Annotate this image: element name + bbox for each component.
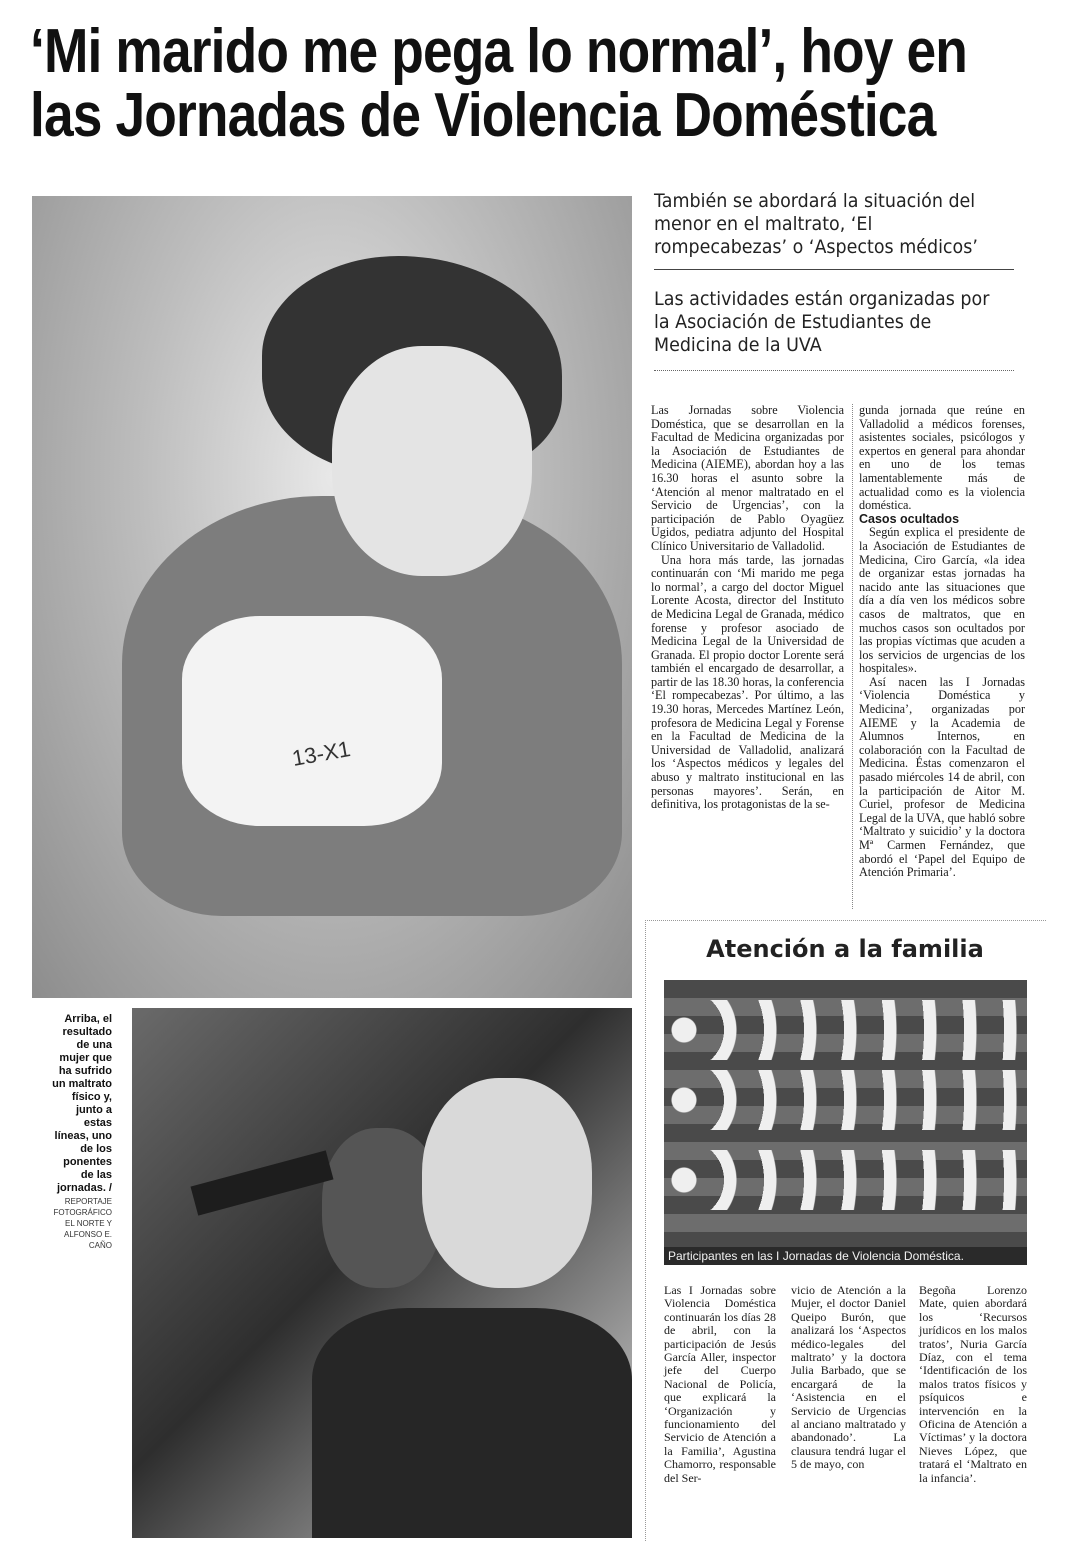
headline-line-1: ‘Mi marido me pega lo normal’, hoy en	[30, 17, 968, 86]
microphone-shape	[191, 1150, 334, 1215]
photo-face-shape	[332, 346, 532, 576]
article-paragraph: Una hora más tarde, las jornadas continuarán con ‘Mi marido me pega lo normal’, a cargo del doctor Miguel Lorente Acosta, director del Instituto de Medicina Legal de Granada, médico forense y profesor asociado de Medicina Legal de la Universidad de Granada. El propio doctor Lorente será también el encargado de desarrollar, a partir de las 18.30 horas, la conferencia ‘El rompecabezas’. Por último, a las 19.30 horas, Mercedes Martínez León, profesora de Medicina Legal y Forense en la Facultad de Medicina de la Universidad de Valladolid, analizará los ‘Aspectos médicos y legales del abuso y maltrato institucional en las personas mayores’. Serán, en definitiva, los protagonistas de la se-	[651, 552, 844, 812]
photo-credit: REPORTAJE FOTOGRÁFICO EL NORTE Y ALFONSO E. CAÑO	[53, 1197, 112, 1250]
photo-injured-woman	[32, 196, 632, 998]
article-column-2	[859, 404, 1025, 880]
deck-second: Las actividades están organizadas por la Asociación de Estudiantes de Medicina de la UVA	[654, 288, 990, 356]
sidebar-box-title: Atención a la familia	[706, 935, 984, 963]
article-paragraph: Según explica el presidente de la Asociación de Estudiantes de Medicina, Ciro García, «la idea de organizar estas jornadas ha nacido ante las situaciones que día a día ven los médicos sobre casos de maltratos, que en muchos casos son ocultados por las propias víctimas que acuden a los servicios de urgencias de los hospitales».	[859, 525, 1025, 676]
side-caption-text: Arriba, el resultado de una mujer que ha sufrido un maltrato físico y, junto a estas líneas, uno de los ponentes de las jornadas. /	[52, 1013, 112, 1194]
article-paragraph: Así nacen las I Jornadas ‘Violencia Doméstica y Medicina’, organizadas por AIEME y la Academia de Alumnos Internos, en colaboración con la Facultad de Medicina. Éstas comenzaron el pasado miércoles 14 de abril, con la participación de Aitor M. Curiel, profesor de Medicina Legal de la UVA, que habló sobre ‘Maltrato y suicidio’ y la doctora Mª Carmen Fernández, que abordó el ‘Papel del Equipo de Atención Primaria’.	[859, 674, 1025, 880]
deck-divider	[654, 269, 1014, 270]
photo-suit-shape	[312, 1308, 632, 1538]
headline-line-2: las Jornadas de Violencia Doméstica	[30, 81, 936, 150]
column-divider	[852, 404, 853, 909]
article-paragraph: gunda jornada que reúne en Valladolid a médicos forenses, asistentes sociales, psicólogos y expertos en general para ahondar en uno de los temas lamentablemente más de actualidad como es la violencia doméstica.	[859, 403, 1025, 513]
audience-photo-caption: Participantes en las I Jornadas de Violencia Doméstica.	[664, 1247, 1027, 1265]
deck-first: También se abordará la situación del menor en el maltrato, ‘El rompecabezas’ o ‘Aspectos médicos’	[654, 190, 978, 258]
article-paragraph: Las Jornadas sobre Violencia Doméstica, que se desarrollan en la Facultad de Medicina organizadas por la Asociación de Estudiantes de Medicina (AIEME), abordan hoy a las 16.30 horas el asunto sobre la ‘Atención al menor maltratado en el Servicio de Urgencias’, con la participación de Pablo Oyagüez Ugidos, pediatra adjunto del Hospital Clínico Universitario de Valladolid.	[651, 403, 844, 553]
audience-row	[664, 1000, 1027, 1060]
sidebar-column-2: vicio de Atención a la Mujer, el doctor Daniel Queipo Burón, que analizará los ‘Aspectos médico-legales del maltrato’ y la doctora Julia Barbado, que se encargará de la ‘Asistencia en el Servicio de Urgencias al anciano maltratado y abandonado’. La clausura tendrá lugar el 5 de mayo, con	[791, 1283, 906, 1472]
sidebar-column-1: Las I Jornadas sobre Violencia Doméstica continuarán los días 28 de abril, con la participación de Jesús García Aller, inspector jefe del Cuerpo Nacional de Policía, que explicará la ‘Organización y funcionamiento del Servicio de Atención a la Familia’, Agustina Chamorro, responsable del Ser-	[664, 1283, 776, 1485]
audience-row	[664, 1070, 1027, 1130]
deck-bottom-rule	[654, 370, 1014, 371]
photo-audience	[664, 980, 1027, 1265]
sidebar-column-3: Begoña Lorenzo Mate, quien abordará los ‘Recursos jurídicos en los malos tratos’, Nuria García Díaz, con el tema ‘Identificación de los malos tratos físicos y psíquicos e intervención en la Oficina de Atención a Víctimas’ y la doctora Nieves López, que tratará el ‘Maltrato en la infancia’.	[919, 1283, 1027, 1485]
article-subhead: Casos ocultados	[859, 511, 960, 526]
photo-cast-label: 13-X1	[290, 736, 353, 771]
photo-speaker-head-shape	[422, 1078, 592, 1288]
article-column-1	[651, 404, 844, 812]
headline	[30, 17, 968, 150]
photo-side-caption	[52, 1013, 112, 1251]
photo-speaker	[132, 1008, 632, 1538]
photo-cast-shape	[182, 616, 442, 826]
audience-row	[664, 1150, 1027, 1210]
